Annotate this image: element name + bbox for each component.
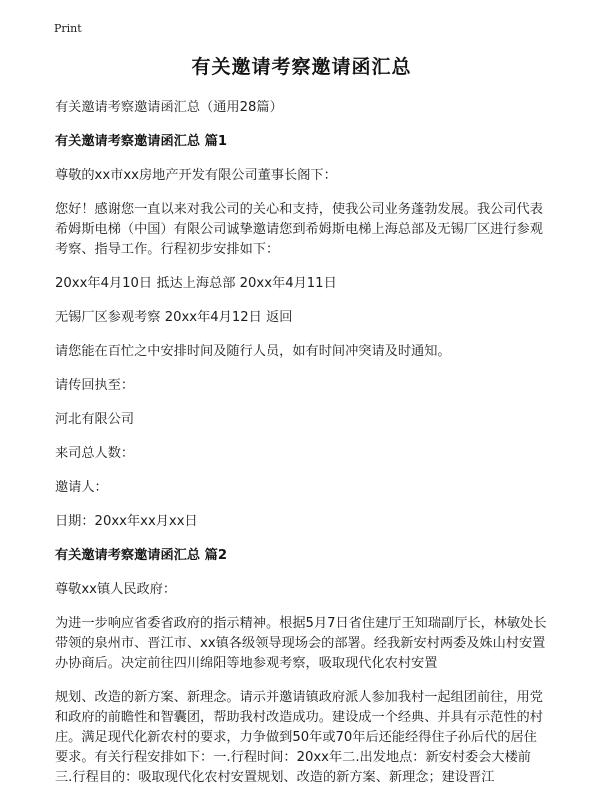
body-paragraph: 为进一步响应省委省政府的指示精神。根据5月7日省住建厅王知瑞副厅长，林敏处长带领的泉州市、晋江市、xx镇各级领导现场会的部署。经我新安村两委及姝山村安置办协商后。决定前往四川绵阳等地参观考察，吸取现代化农村安置 (55, 616, 547, 671)
print-link[interactable]: Print (54, 22, 82, 35)
document-subtitle: 有关邀请考察邀请函汇总（通用28篇） (55, 100, 283, 115)
body-paragraph: 请您能在百忙之中安排时间及随行人员，如有时间冲突请及时通知。 (55, 344, 451, 359)
schedule-line: 20xx年4月10日 抵达上海总部 20xx年4月11日 (55, 276, 337, 291)
salutation: 尊敬的xx市xx房地产开发有限公司董事长阁下： (55, 168, 337, 183)
section-heading: 有关邀请考察邀请函汇总 篇1 (55, 134, 228, 149)
body-paragraph: 您好！感谢您一直以来对我公司的关心和支持，使我公司业务蓬勃发展。我公司代表希姆斯电梯（中国）有限公司诚挚邀请您到希姆斯电梯上海总部及无锡厂区进行参观考察、指导工作。行程初步安排如下： (55, 202, 543, 257)
schedule-line: 无锡厂区参观考察 20xx年4月12日 返回 (55, 310, 293, 325)
date-field: 日期：20xx年xx月xx日 (55, 514, 198, 529)
document-title: 有关邀请考察邀请函汇总 (191, 56, 412, 78)
attendee-count-field: 来司总人数： (55, 446, 135, 461)
salutation: 尊敬xx镇人民政府： (55, 582, 177, 597)
company-name: 河北有限公司 (55, 412, 135, 427)
reply-instruction: 请传回执至： (55, 378, 135, 393)
body-paragraph: 规划、改造的新方案、新理念。请示并邀请镇政府派人参加我村一起组团前往，用党和政府的前瞻性和智囊团，帮助我村改造成功。建设成一个经典、并具有示范性的村庄。满足现代化新农村的要求，力争做到50年或70年后还能经得住子孙后代的居住要求。有关行程安排如下：一.行程时间：20xx年二.出发地点：新安村委会大楼前三.行程目的：吸取现代化农村安置规划、改造的新方案、新理念；建设晋江 (55, 690, 543, 785)
section-heading: 有关邀请考察邀请函汇总 篇2 (55, 548, 228, 563)
inviter-field: 邀请人： (55, 480, 108, 495)
